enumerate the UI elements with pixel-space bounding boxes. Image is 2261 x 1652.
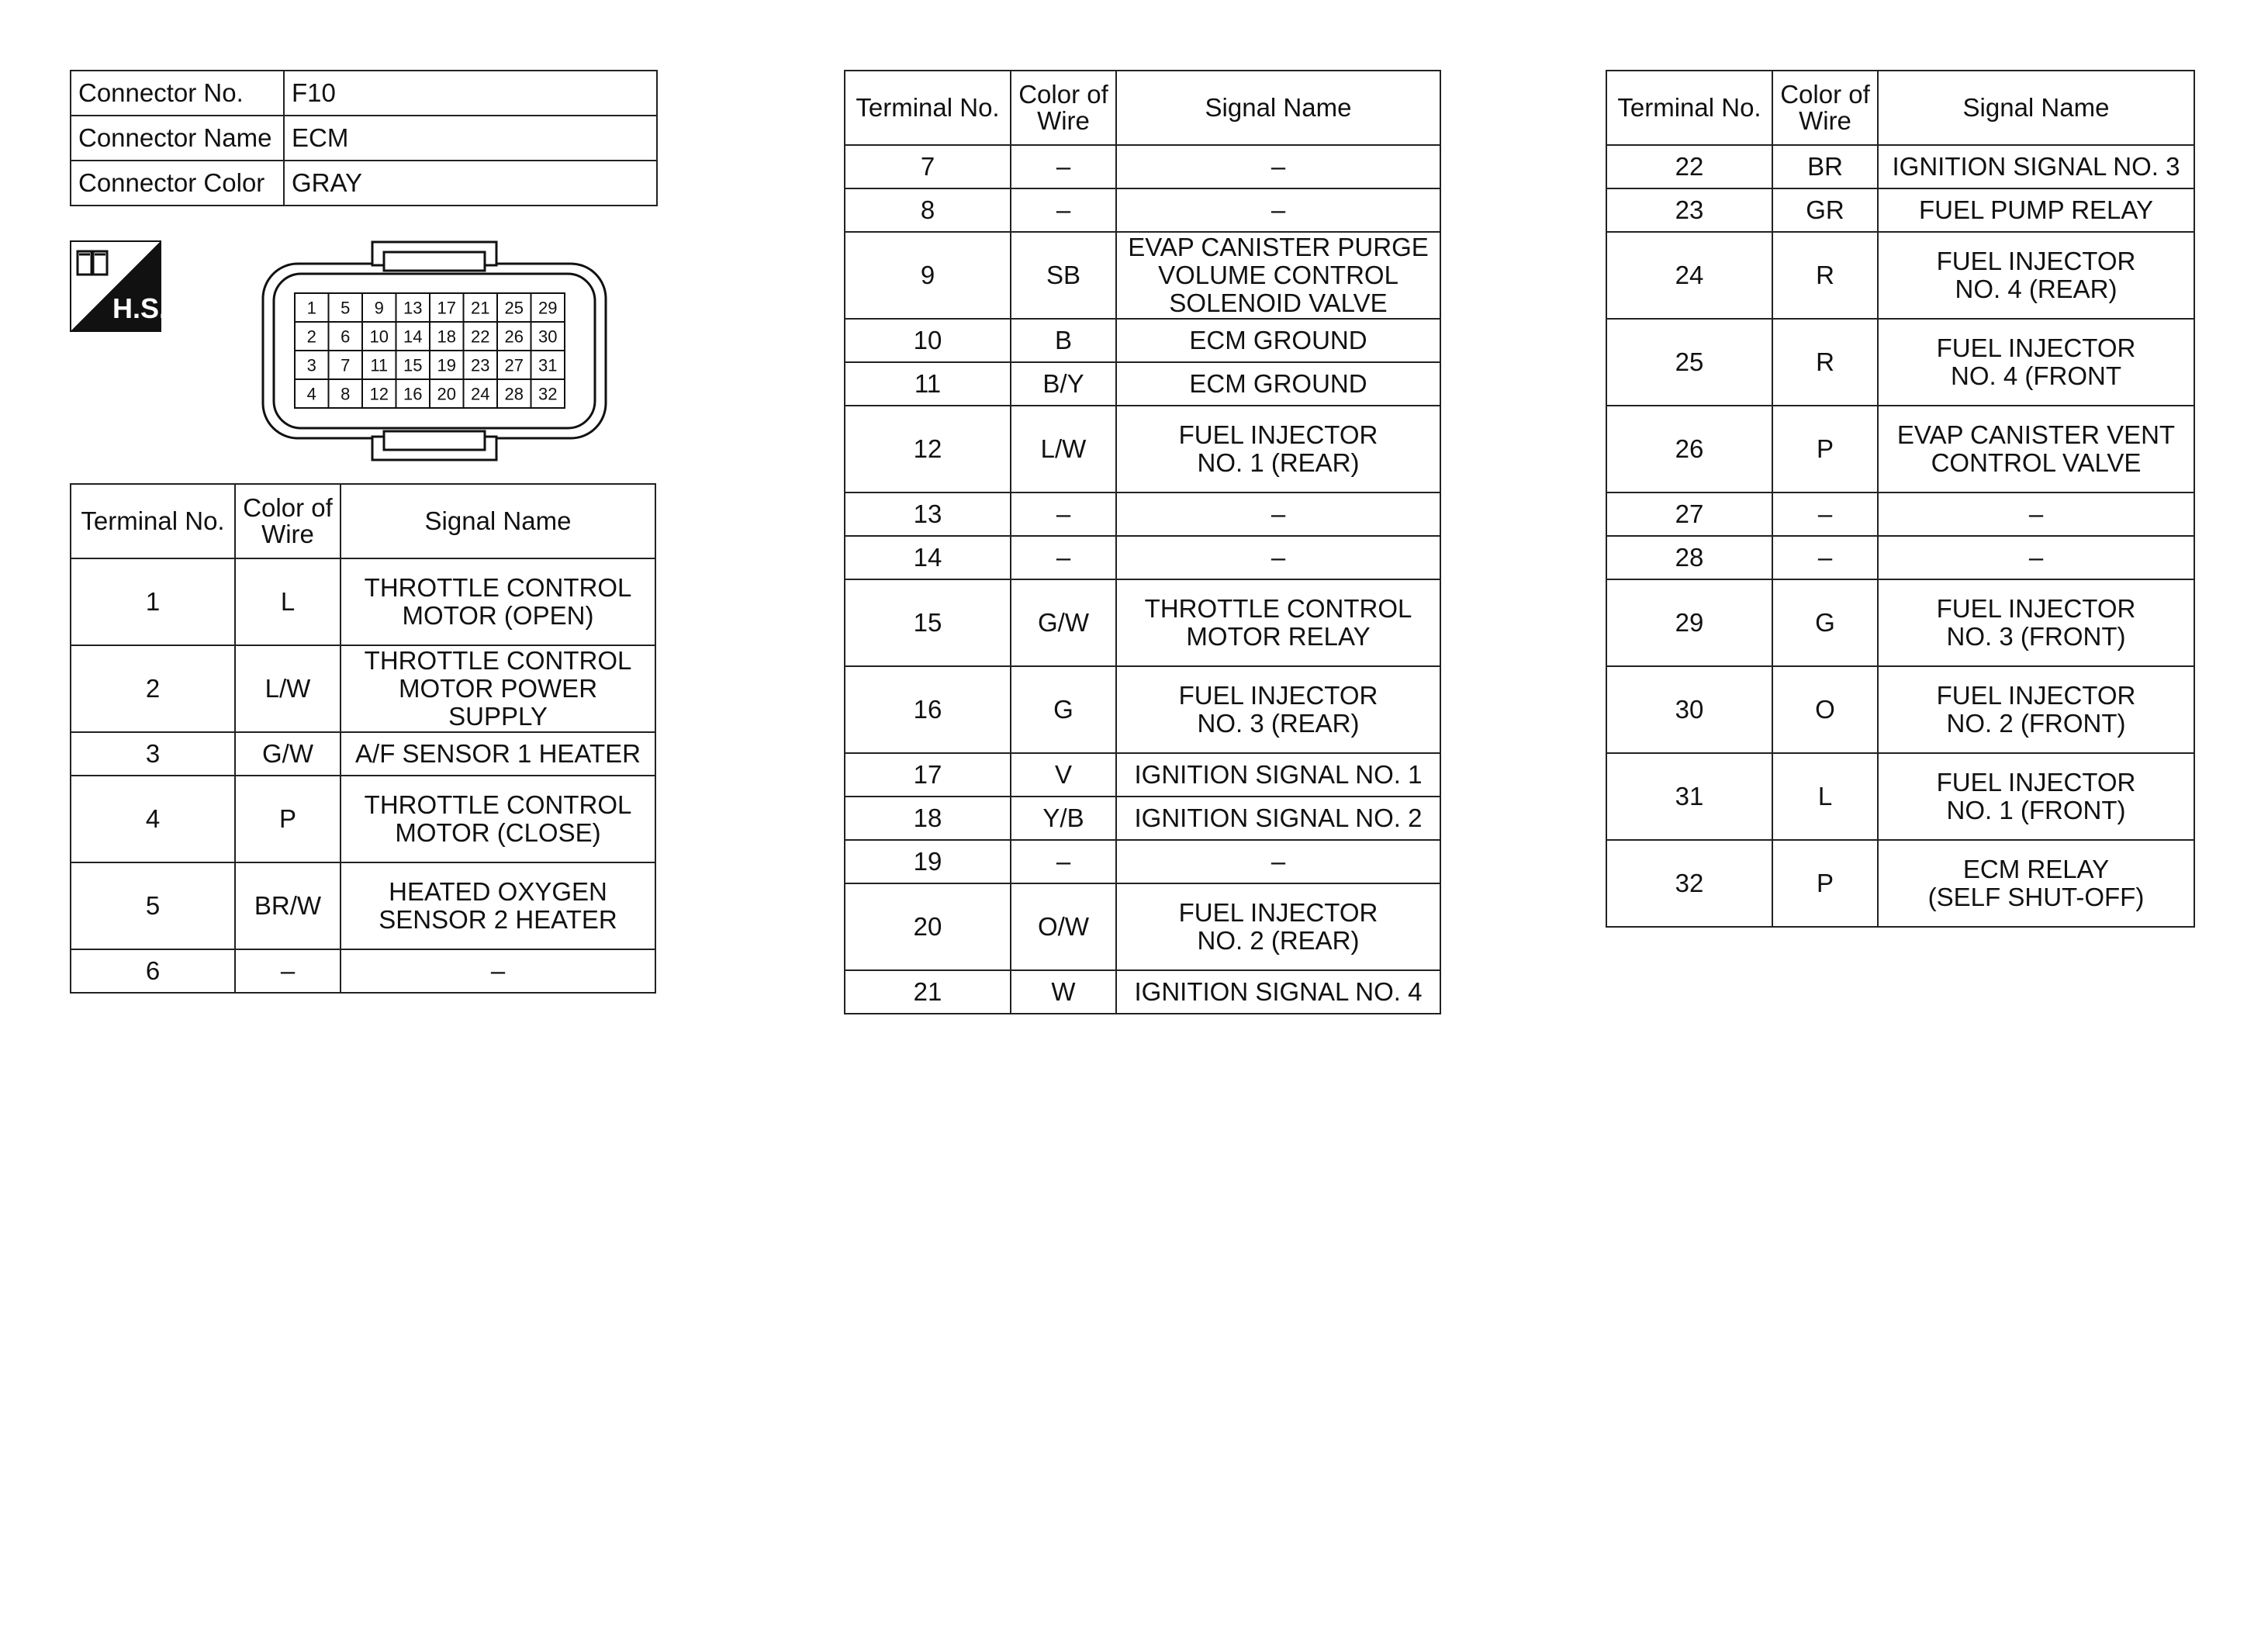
signal-name-cell: THROTTLE CONTROL MOTOR RELAY xyxy=(1116,579,1440,666)
hs-label: H.S. xyxy=(112,292,168,324)
signal-name-cell: IGNITION SIGNAL NO. 3 xyxy=(1878,145,2194,188)
terminal-no-cell: 9 xyxy=(845,232,1011,319)
signal-name-cell: – xyxy=(1878,492,2194,536)
wire-color-cell: G/W xyxy=(235,732,341,776)
table-row xyxy=(845,319,1440,362)
table-row xyxy=(1606,188,2194,232)
terminal-no-cell: 12 xyxy=(845,406,1011,492)
wire-color-cell: – xyxy=(1011,145,1116,188)
pin-number: 23 xyxy=(471,355,490,375)
terminal-no-cell: 6 xyxy=(71,949,235,993)
terminal-no-cell: 4 xyxy=(71,776,235,862)
signal-name-cell: FUEL INJECTOR NO. 2 (FRONT) xyxy=(1878,666,2194,753)
pin-number: 24 xyxy=(471,384,490,404)
signal-name-header: Signal Name xyxy=(1116,71,1440,145)
wire-color-cell: O xyxy=(1772,666,1878,753)
terminal-no-cell: 19 xyxy=(845,840,1011,883)
table-row xyxy=(845,492,1440,536)
terminal-no-cell: 7 xyxy=(845,145,1011,188)
signal-name-cell: THROTTLE CONTROL MOTOR (CLOSE) xyxy=(341,776,655,862)
terminal-no-cell: 26 xyxy=(1606,406,1772,492)
table-row xyxy=(1606,232,2194,319)
terminal-no-cell: 2 xyxy=(71,645,235,732)
terminal-no-header: Terminal No. xyxy=(71,484,235,558)
pin-number: 27 xyxy=(504,355,524,375)
terminal-table-right xyxy=(1606,70,2195,928)
table-row xyxy=(71,862,655,949)
wire-color-cell: BR xyxy=(1772,145,1878,188)
table-row xyxy=(71,732,655,776)
signal-name-header: Signal Name xyxy=(1878,71,2194,145)
terminal-table-left xyxy=(70,483,656,994)
connector-name-row xyxy=(71,116,657,161)
pin-number: 10 xyxy=(369,327,389,347)
signal-name-cell: IGNITION SIGNAL NO. 1 xyxy=(1116,753,1440,797)
wire-color-cell: G/W xyxy=(1011,579,1116,666)
terminal-no-cell: 29 xyxy=(1606,579,1772,666)
terminal-no-cell: 16 xyxy=(845,666,1011,753)
wire-color-cell: R xyxy=(1772,232,1878,319)
terminal-no-cell: 15 xyxy=(845,579,1011,666)
connector-face-diagram xyxy=(260,240,609,461)
table-row xyxy=(845,666,1440,753)
terminal-table-middle xyxy=(844,70,1441,1014)
wire-color-cell: R xyxy=(1772,319,1878,406)
signal-name-cell: ECM GROUND xyxy=(1116,319,1440,362)
pin-number: 21 xyxy=(471,298,490,318)
wire-color-cell: BR/W xyxy=(235,862,341,949)
terminal-no-header: Terminal No. xyxy=(845,71,1011,145)
table-row xyxy=(845,883,1440,970)
table-row xyxy=(71,949,655,993)
signal-name-cell: – xyxy=(1878,536,2194,579)
wire-color-header: Color of Wire xyxy=(1011,71,1116,145)
wire-color-cell: – xyxy=(1011,536,1116,579)
wire-color-header: Color of Wire xyxy=(1772,71,1878,145)
table-row xyxy=(845,232,1440,319)
connector-no-row xyxy=(71,71,657,116)
wire-color-cell: O/W xyxy=(1011,883,1116,970)
wire-color-cell: – xyxy=(1011,840,1116,883)
table-row xyxy=(1606,536,2194,579)
signal-name-cell: EVAP CANISTER PURGE VOLUME CONTROL SOLENOID VALVE xyxy=(1116,232,1440,319)
pin-number: 5 xyxy=(341,298,351,318)
terminal-no-cell: 18 xyxy=(845,797,1011,840)
signal-name-cell: IGNITION SIGNAL NO. 4 xyxy=(1116,970,1440,1014)
table-row xyxy=(845,970,1440,1014)
connector-name-value: ECM xyxy=(284,116,657,161)
signal-name-header: Signal Name xyxy=(341,484,655,558)
signal-name-cell: FUEL INJECTOR NO. 3 (FRONT) xyxy=(1878,579,2194,666)
wire-color-cell: P xyxy=(1772,840,1878,927)
table-row xyxy=(845,797,1440,840)
pin-number: 19 xyxy=(437,355,456,375)
wire-color-cell: P xyxy=(1772,406,1878,492)
wire-color-cell: – xyxy=(235,949,341,993)
connector-no-value: F10 xyxy=(284,71,657,116)
signal-name-cell: – xyxy=(1116,536,1440,579)
connector-color-label: Connector Color xyxy=(71,161,284,206)
pin-number: 6 xyxy=(341,327,351,347)
signal-name-cell: THROTTLE CONTROL MOTOR POWER SUPPLY xyxy=(341,645,655,732)
terminal-no-cell: 10 xyxy=(845,319,1011,362)
wire-color-cell: L xyxy=(235,558,341,645)
table-row xyxy=(1606,492,2194,536)
signal-name-cell: ECM GROUND xyxy=(1116,362,1440,406)
pin-number: 29 xyxy=(538,298,558,318)
terminal-no-cell: 8 xyxy=(845,188,1011,232)
wire-color-cell: G xyxy=(1772,579,1878,666)
signal-name-cell: EVAP CANISTER VENT CONTROL VALVE xyxy=(1878,406,2194,492)
wire-color-cell: B xyxy=(1011,319,1116,362)
terminal-no-cell: 27 xyxy=(1606,492,1772,536)
signal-name-cell: – xyxy=(1116,492,1440,536)
terminal-no-header: Terminal No. xyxy=(1606,71,1772,145)
header-row xyxy=(1606,71,2194,145)
table-row xyxy=(1606,579,2194,666)
wire-color-header: Color of Wire xyxy=(235,484,341,558)
wire-color-cell: B/Y xyxy=(1011,362,1116,406)
wire-color-cell: P xyxy=(235,776,341,862)
terminal-no-cell: 30 xyxy=(1606,666,1772,753)
pin-number: 18 xyxy=(437,327,456,347)
pin-number: 15 xyxy=(403,355,423,375)
wire-color-cell: V xyxy=(1011,753,1116,797)
signal-name-cell: A/F SENSOR 1 HEATER xyxy=(341,732,655,776)
signal-name-cell: FUEL INJECTOR NO. 1 (REAR) xyxy=(1116,406,1440,492)
terminal-no-cell: 21 xyxy=(845,970,1011,1014)
pin-number: 16 xyxy=(403,384,423,404)
wire-color-cell: Y/B xyxy=(1011,797,1116,840)
signal-name-cell: – xyxy=(1116,840,1440,883)
pin-number: 1 xyxy=(306,298,316,318)
connector-name-label: Connector Name xyxy=(71,116,284,161)
terminal-no-cell: 13 xyxy=(845,492,1011,536)
table-row xyxy=(1606,145,2194,188)
table-row xyxy=(1606,406,2194,492)
terminal-no-cell: 28 xyxy=(1606,536,1772,579)
header-row xyxy=(845,71,1440,145)
table-row xyxy=(845,362,1440,406)
pin-number: 14 xyxy=(403,327,423,347)
table-row xyxy=(71,558,655,645)
signal-name-cell: FUEL INJECTOR NO. 1 (FRONT) xyxy=(1878,753,2194,840)
signal-name-cell: FUEL PUMP RELAY xyxy=(1878,188,2194,232)
pin-number: 30 xyxy=(538,327,558,347)
terminal-no-cell: 14 xyxy=(845,536,1011,579)
connector-color-row xyxy=(71,161,657,206)
signal-name-cell: – xyxy=(1116,145,1440,188)
table-row xyxy=(1606,840,2194,927)
pin-number: 26 xyxy=(504,327,524,347)
signal-name-cell: ECM RELAY (SELF SHUT-OFF) xyxy=(1878,840,2194,927)
table-row xyxy=(845,188,1440,232)
wire-color-cell: – xyxy=(1772,492,1878,536)
signal-name-cell: – xyxy=(341,949,655,993)
pin-number: 31 xyxy=(538,355,558,375)
terminal-no-cell: 23 xyxy=(1606,188,1772,232)
table-row xyxy=(845,536,1440,579)
pin-number: 11 xyxy=(370,355,389,375)
wire-color-cell: – xyxy=(1772,536,1878,579)
signal-name-cell: FUEL INJECTOR NO. 4 (REAR) xyxy=(1878,232,2194,319)
signal-name-cell: FUEL INJECTOR NO. 3 (REAR) xyxy=(1116,666,1440,753)
pin-number: 22 xyxy=(471,327,490,347)
terminal-no-cell: 11 xyxy=(845,362,1011,406)
pin-number: 2 xyxy=(306,327,316,347)
harness-side-icon xyxy=(70,240,168,332)
pin-number: 32 xyxy=(538,384,558,404)
wire-color-cell: L/W xyxy=(235,645,341,732)
table-row xyxy=(71,645,655,732)
pin-number: 3 xyxy=(306,355,316,375)
pin-number: 20 xyxy=(437,384,456,404)
signal-name-cell: FUEL INJECTOR NO. 2 (REAR) xyxy=(1116,883,1440,970)
terminal-no-cell: 22 xyxy=(1606,145,1772,188)
pin-number: 17 xyxy=(437,298,456,318)
wire-color-cell: SB xyxy=(1011,232,1116,319)
terminal-no-cell: 25 xyxy=(1606,319,1772,406)
pin-number: 9 xyxy=(374,298,384,318)
table-row xyxy=(1606,319,2194,406)
signal-name-cell: – xyxy=(1116,188,1440,232)
table-row xyxy=(71,776,655,862)
terminal-no-cell: 17 xyxy=(845,753,1011,797)
table-row xyxy=(845,753,1440,797)
header-row xyxy=(71,484,655,558)
table-row xyxy=(845,406,1440,492)
pin-number: 8 xyxy=(341,384,351,404)
table-row xyxy=(845,840,1440,883)
pin-number: 13 xyxy=(403,298,423,318)
pin-number: 7 xyxy=(341,355,351,375)
terminal-no-cell: 5 xyxy=(71,862,235,949)
wire-color-cell: G xyxy=(1011,666,1116,753)
pin-number: 28 xyxy=(504,384,524,404)
table-row xyxy=(1606,666,2194,753)
wire-color-cell: – xyxy=(1011,188,1116,232)
terminal-no-cell: 1 xyxy=(71,558,235,645)
table-row xyxy=(845,145,1440,188)
signal-name-cell: FUEL INJECTOR NO. 4 (FRONT xyxy=(1878,319,2194,406)
signal-name-cell: IGNITION SIGNAL NO. 2 xyxy=(1116,797,1440,840)
connector-no-label: Connector No. xyxy=(71,71,284,116)
pin-number: 4 xyxy=(306,384,316,404)
pin-number: 12 xyxy=(369,384,389,404)
wire-color-cell: L/W xyxy=(1011,406,1116,492)
signal-name-cell: HEATED OXYGEN SENSOR 2 HEATER xyxy=(341,862,655,949)
pin-grid xyxy=(295,293,565,408)
pin-number: 25 xyxy=(504,298,524,318)
table-row xyxy=(845,579,1440,666)
terminal-no-cell: 3 xyxy=(71,732,235,776)
wire-color-cell: W xyxy=(1011,970,1116,1014)
connector-info-table xyxy=(70,70,658,206)
connector-color-value: GRAY xyxy=(284,161,657,206)
wire-color-cell: GR xyxy=(1772,188,1878,232)
terminal-no-cell: 31 xyxy=(1606,753,1772,840)
terminal-no-cell: 20 xyxy=(845,883,1011,970)
table-row xyxy=(1606,753,2194,840)
signal-name-cell: THROTTLE CONTROL MOTOR (OPEN) xyxy=(341,558,655,645)
wire-color-cell: L xyxy=(1772,753,1878,840)
terminal-no-cell: 24 xyxy=(1606,232,1772,319)
wire-color-cell: – xyxy=(1011,492,1116,536)
terminal-no-cell: 32 xyxy=(1606,840,1772,927)
